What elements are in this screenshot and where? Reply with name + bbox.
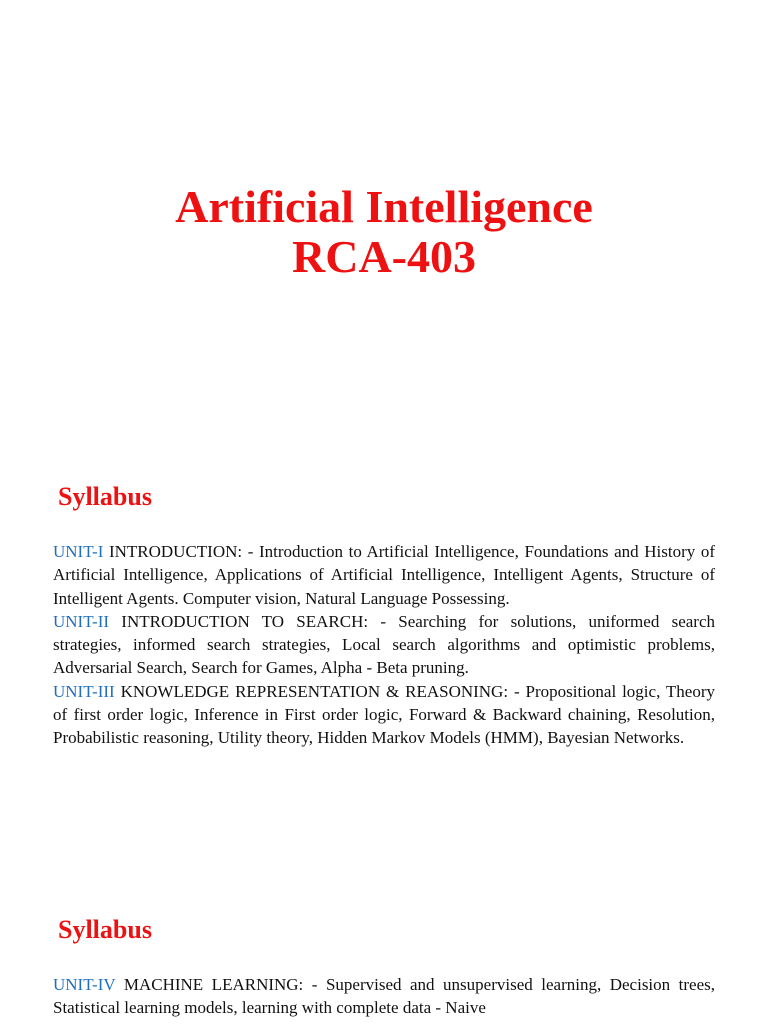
section-heading-syllabus-1: Syllabus [58,482,152,511]
title-line-2: RCA-403 [292,231,476,282]
document-title [0,182,768,282]
unit-label: UNIT-II [53,611,110,631]
unit-text: MACHINE LEARNING: - Supervised and unsupervised learning, Decision trees, Statistical learning models, learning with complete data - Naive [53,975,715,1018]
unit-text: INTRODUCTION TO SEARCH: - Searching for solutions, uniformed search strategies, informed search strategies, Local search algorithms and optimistic problems, Adversarial Search, Search for Games, Alpha - Beta pruning. [53,611,715,678]
syllabus-units-1 [53,540,715,750]
unit-4 [53,973,715,1020]
unit-3 [53,680,715,750]
section-heading-syllabus-2: Syllabus [58,915,152,944]
title-line-1: Artificial Intelligence [175,181,593,232]
unit-text: KNOWLEDGE REPRESENTATION & REASONING: - Propositional logic, Theory of first order logic, Inference in First order logic, Forward & Backward chaining, Resolution, Probabilistic reasoning, Utility theory, Hidden Markov Models (HMM), Bayesian Networks. [53,681,715,748]
syllabus-units-2 [53,973,715,1020]
unit-label: UNIT-I [53,542,104,561]
unit-label: UNIT-IV [53,975,116,994]
unit-2 [53,610,715,680]
unit-label: UNIT-III [53,681,115,701]
unit-text: INTRODUCTION: - Introduction to Artificial Intelligence, Foundations and History of Artificial Intelligence, Applications of Artificial Intelligence, Intelligent Agents, Structure of Intelligent Agents. Computer vision, Natural Language Possessing. [53,542,715,608]
unit-1 [53,540,715,610]
